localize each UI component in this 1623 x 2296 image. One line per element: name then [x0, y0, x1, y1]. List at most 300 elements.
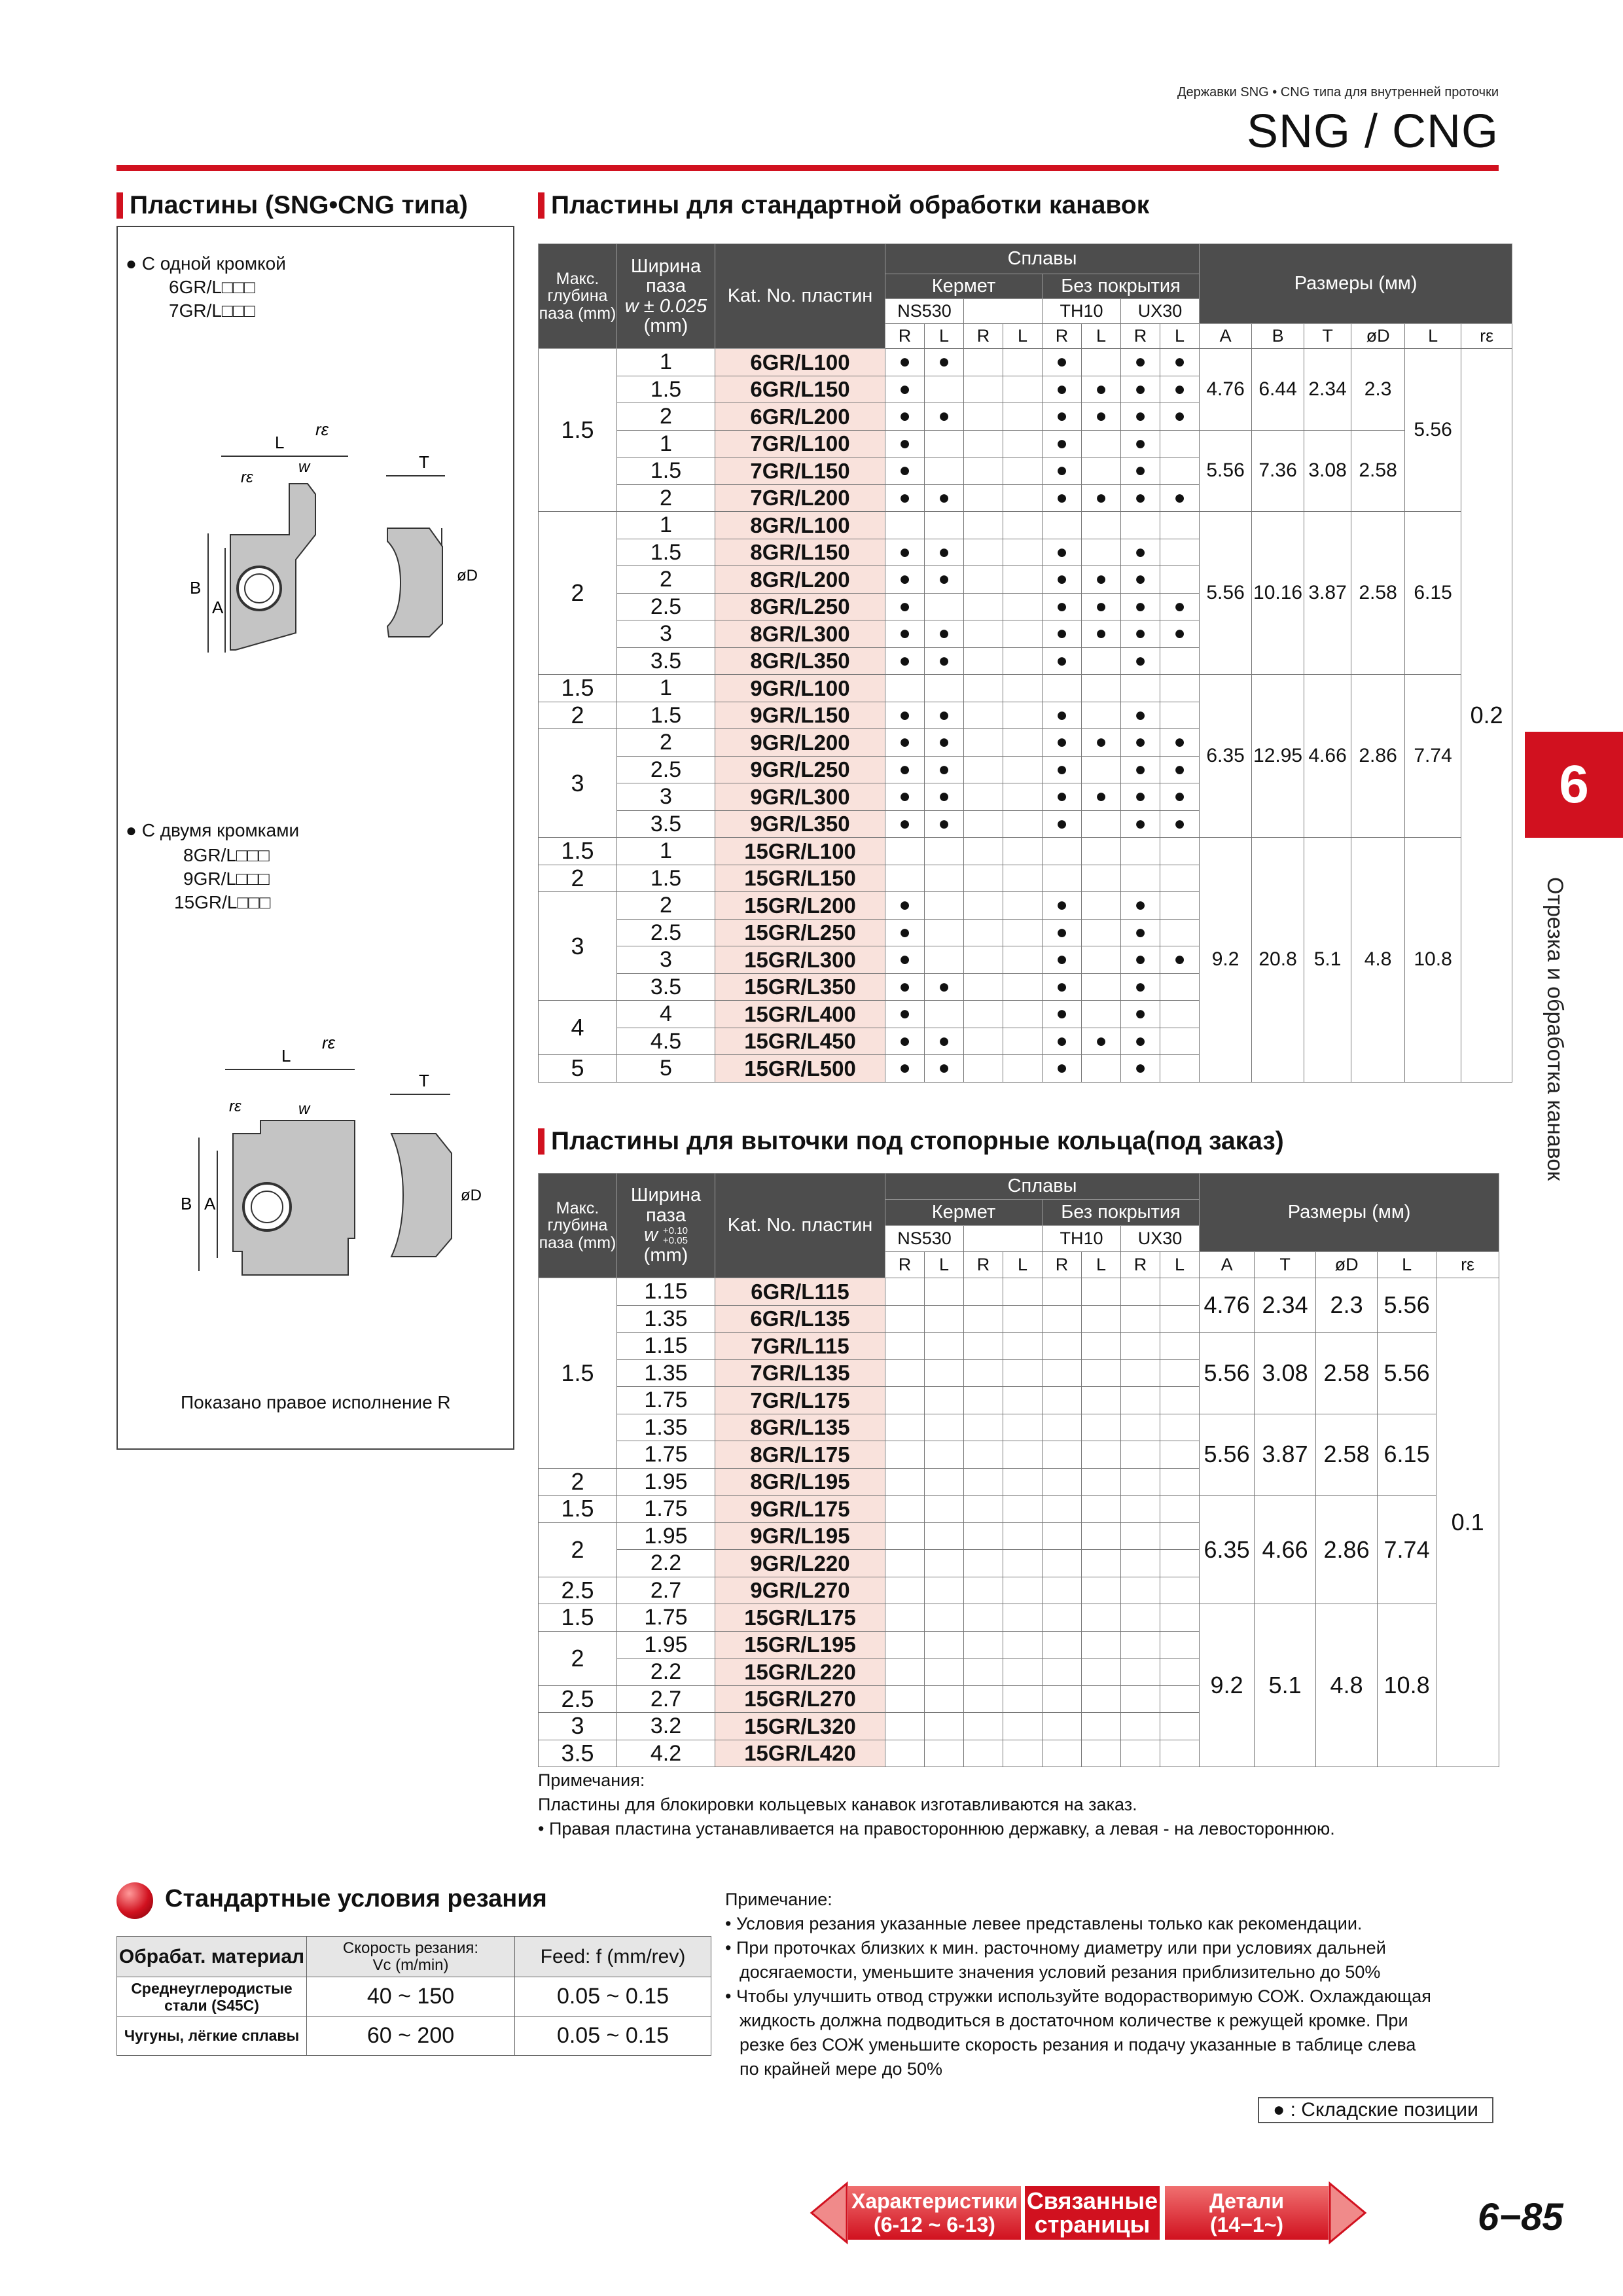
stock-dot [1082, 430, 1121, 457]
t2-note-2: • Правая пластина устанавливается на правостороннюю державку, а левая - на левостороннюю. [538, 1819, 1335, 1839]
width-cell: 3 [617, 946, 715, 974]
stock-dot [1160, 1333, 1200, 1360]
stock-dot [1043, 1305, 1082, 1333]
table-row [539, 1496, 1499, 1523]
stock-dot [1121, 675, 1160, 702]
stock-dot [1160, 892, 1200, 920]
table-row [539, 838, 1512, 865]
stock-dot: ● [1121, 430, 1160, 457]
stock-dot [964, 1333, 1003, 1360]
t2-h-tol-dn: +0.05 [663, 1235, 688, 1247]
stock-dot [925, 1550, 964, 1577]
stock-dot [1121, 865, 1160, 892]
stock-dot: ● [1082, 566, 1121, 594]
dim-L: 7.74 [1378, 1496, 1436, 1604]
table-row [539, 349, 1512, 376]
stock-dot [1082, 1305, 1121, 1333]
header-title: SNG / CNG [1246, 105, 1499, 158]
stock-dot [1003, 1631, 1043, 1659]
stock-dot: ● [1043, 349, 1082, 376]
width-cell: 2.2 [617, 1659, 715, 1686]
t2-h-r2: R [964, 1252, 1003, 1278]
stock-dot [1160, 1496, 1200, 1523]
stock-dot: ● [925, 756, 964, 783]
stock-dot: ● [1121, 783, 1160, 811]
stock-dot [885, 1441, 925, 1469]
stock-dot [1082, 1001, 1121, 1028]
stock-dot [925, 1387, 964, 1414]
stock-dot: ● [885, 593, 925, 620]
stock-dot [925, 1333, 964, 1360]
cond-r0-m1: Среднеуглеродистые [131, 1979, 293, 1997]
stock-dot [925, 1414, 964, 1441]
stock-dot: ● [885, 810, 925, 838]
stock-dot [1160, 647, 1200, 675]
stock-dot [1121, 1468, 1160, 1496]
stock-dot: ● [885, 349, 925, 376]
t1-h-ux30: UX30 [1121, 299, 1200, 324]
stock-dot [885, 1496, 925, 1523]
dim-A: 4.76 [1200, 349, 1252, 431]
width-cell: 1 [617, 512, 715, 539]
stock-dot [1003, 1359, 1043, 1387]
dim-L: 10.8 [1378, 1604, 1436, 1767]
catalog-number: 9GR/L350 [715, 810, 885, 838]
circlip-groove-table [538, 1173, 1499, 1767]
catalog-number: 8GR/L150 [715, 539, 885, 566]
stock-dot [1043, 1496, 1082, 1523]
related-pages-button[interactable] [1025, 2186, 1160, 2240]
stock-dot: ● [925, 620, 964, 648]
nav-b2-line2: страницы [1034, 2211, 1150, 2238]
chapter-tab[interactable]: 6 [1525, 732, 1623, 838]
stock-dot [1082, 1713, 1121, 1740]
stock-dot [964, 1631, 1003, 1659]
depth-cell: 1.5 [539, 349, 617, 512]
stock-dot [1003, 1468, 1043, 1496]
stock-dot [964, 838, 1003, 865]
stock-dot [1082, 756, 1121, 783]
stock-dot [964, 1055, 1003, 1083]
stock-dot: ● [885, 403, 925, 431]
stock-dot [1003, 593, 1043, 620]
dim-A: 9.2 [1200, 838, 1252, 1083]
label2-T: T [419, 1071, 429, 1090]
stock-dot [1082, 1055, 1121, 1083]
width-cell: 1.15 [617, 1278, 715, 1306]
width-cell: 1.5 [617, 539, 715, 566]
stock-dot [1043, 1740, 1082, 1767]
stock-dot: ● [925, 647, 964, 675]
t1-h-r3: R [1043, 324, 1082, 349]
catalog-number: 8GR/L200 [715, 566, 885, 594]
stock-dot: ● [1043, 946, 1082, 974]
red-ball-icon [116, 1882, 153, 1919]
width-cell: 3 [617, 783, 715, 811]
stock-dot [1121, 1414, 1160, 1441]
stock-dot [1003, 1685, 1043, 1713]
stock-dot [1003, 403, 1043, 431]
double-code-1: 8GR/L□□□ [183, 845, 270, 865]
stock-dot: ● [1121, 620, 1160, 648]
stock-dot [1160, 1001, 1200, 1028]
catalog-number: 15GR/L420 [715, 1740, 885, 1767]
cond-h-speed [307, 1937, 515, 1977]
stock-dot [1082, 1359, 1121, 1387]
dim-A: 6.35 [1200, 675, 1252, 838]
depth-cell: 1.5 [539, 1496, 617, 1523]
stock-dot: ● [885, 620, 925, 648]
next-arrow-icon[interactable] [1329, 2181, 1368, 2245]
stock-dot [1082, 675, 1121, 702]
stock-dot [885, 1631, 925, 1659]
catalog-number: 6GR/L200 [715, 403, 885, 431]
stock-dot: ● [925, 539, 964, 566]
dim-D: 2.86 [1316, 1496, 1378, 1604]
stock-dot [1003, 1550, 1043, 1577]
stock-dot [1160, 1685, 1200, 1713]
stock-dot: ● [1043, 484, 1082, 512]
t1-h-B: B [1252, 324, 1304, 349]
depth-cell: 4 [539, 1001, 617, 1055]
stock-dot [1082, 892, 1121, 920]
t1-h-l1: L [925, 324, 964, 349]
catalog-number: 15GR/L200 [715, 892, 885, 920]
stock-dot [1003, 1278, 1043, 1306]
width-cell: 3.2 [617, 1713, 715, 1740]
stock-dot [1003, 539, 1043, 566]
stock-dot [1043, 675, 1082, 702]
stock-dot [885, 1278, 925, 1306]
stock-dot [885, 1550, 925, 1577]
dim-T: 5.1 [1304, 838, 1351, 1083]
catalog-number: 8GR/L350 [715, 647, 885, 675]
stock-dot [1082, 539, 1121, 566]
stock-dot [1082, 647, 1121, 675]
stock-dot [1003, 1496, 1043, 1523]
stock-dot [964, 1604, 1003, 1632]
stock-dot [1160, 865, 1200, 892]
left-section-title [116, 191, 468, 220]
t1-h-dims: Размеры (мм) [1200, 244, 1512, 324]
t2-h-l3: L [1082, 1252, 1121, 1278]
stock-dot [1003, 1740, 1043, 1767]
stock-dot [1003, 512, 1043, 539]
stock-dot [925, 430, 964, 457]
stock-dot: ● [1160, 620, 1200, 648]
stock-dot [1121, 1631, 1160, 1659]
table-row [539, 1604, 1499, 1632]
stock-dot: ● [1121, 593, 1160, 620]
width-cell: 3.5 [617, 647, 715, 675]
stock-dot [964, 919, 1003, 946]
stock-dot [964, 810, 1003, 838]
width-cell: 2 [617, 403, 715, 431]
t2-h-width [617, 1174, 715, 1278]
stock-dot [964, 1522, 1003, 1550]
stock-dot [1003, 376, 1043, 403]
stock-dot [925, 1577, 964, 1604]
width-cell: 1.95 [617, 1468, 715, 1496]
width-cell: 1 [617, 675, 715, 702]
stock-dot [1003, 729, 1043, 757]
t2-notes [538, 1768, 1335, 1841]
stock-dot: ● [885, 919, 925, 946]
t1-h-D: øD [1351, 324, 1405, 349]
dim-L: 5.56 [1405, 349, 1461, 512]
dim-B: 12.95 [1252, 675, 1304, 838]
catalog-number: 15GR/L100 [715, 838, 885, 865]
stock-dot [1043, 865, 1082, 892]
catalog-number: 15GR/L150 [715, 865, 885, 892]
dim-D: 2.58 [1351, 430, 1405, 512]
stock-dot [925, 1441, 964, 1469]
stock-dot: ● [1121, 973, 1160, 1001]
depth-cell: 1.5 [539, 675, 617, 702]
cond-note-5: жидкость должна подводиться в достаточном количестве к режущей кромке. При [740, 2011, 1408, 2030]
dim-D: 2.58 [1316, 1414, 1378, 1496]
stock-dot [1160, 457, 1200, 485]
t2-h-tol-up: +0.10 [663, 1225, 688, 1237]
stock-dot [1160, 1631, 1200, 1659]
stock-dot: ● [1121, 729, 1160, 757]
stock-dot: ● [885, 566, 925, 594]
stock-dot [885, 1333, 925, 1360]
catalog-number: 6GR/L150 [715, 376, 885, 403]
stock-dot [925, 1278, 964, 1306]
depth-cell: 5 [539, 1055, 617, 1083]
stock-dot [925, 865, 964, 892]
stock-dot [1121, 838, 1160, 865]
stock-dot: ● [885, 376, 925, 403]
stock-dot [1082, 1441, 1121, 1469]
stock-dot [1043, 1414, 1082, 1441]
stock-dot [1043, 1359, 1082, 1387]
label-D: øD [457, 567, 478, 584]
width-cell: 2 [617, 484, 715, 512]
stock-dot [1082, 1631, 1121, 1659]
stock-dot [1043, 512, 1082, 539]
stock-dot [964, 620, 1003, 648]
stock-dot: ● [1082, 620, 1121, 648]
dim-re: 0.2 [1461, 349, 1512, 1083]
stock-dot [925, 1468, 964, 1496]
stock-dot [1160, 566, 1200, 594]
stock-dot: ● [925, 729, 964, 757]
width-cell: 1.95 [617, 1522, 715, 1550]
stock-dot [1082, 865, 1121, 892]
characteristics-button[interactable] [848, 2186, 1021, 2240]
stock-dot [1121, 1659, 1160, 1686]
stock-dot [1043, 1278, 1082, 1306]
insert-top-view-shape [230, 484, 315, 650]
stock-dot [964, 1550, 1003, 1577]
stock-dot [925, 1685, 964, 1713]
width-cell: 1 [617, 838, 715, 865]
depth-cell: 1.5 [539, 1278, 617, 1469]
table-row [539, 1278, 1499, 1306]
stock-dot [964, 376, 1003, 403]
cond-r0-material [117, 1977, 307, 2017]
stock-dot [1082, 1414, 1121, 1441]
depth-cell: 1.5 [539, 838, 617, 865]
stock-dot [1082, 1577, 1121, 1604]
stock-dot: ● [1043, 892, 1082, 920]
stock-dot [1160, 1713, 1200, 1740]
stock-dot [1160, 1387, 1200, 1414]
stock-dot: ● [1043, 1055, 1082, 1083]
t2-h-th10: TH10 [1043, 1226, 1121, 1252]
dim-B: 7.36 [1252, 430, 1304, 512]
stock-dot: ● [925, 566, 964, 594]
stock-dot [1003, 1055, 1043, 1083]
double-edge-label: ● С двумя кромками [126, 820, 300, 840]
stock-dot: ● [1121, 1028, 1160, 1055]
stock-dot [964, 403, 1003, 431]
stock-dot [1160, 1468, 1200, 1496]
stock-dot [1003, 1577, 1043, 1604]
t2-h-ns530: NS530 [885, 1226, 964, 1252]
stock-dot [1043, 1387, 1082, 1414]
stock-dot [964, 783, 1003, 811]
stock-legend: ● : Складские позиции [1258, 2097, 1493, 2123]
width-cell: 1.95 [617, 1631, 715, 1659]
stock-dot [925, 919, 964, 946]
stock-dot [964, 1359, 1003, 1387]
stock-dot [964, 892, 1003, 920]
label2-A: A [204, 1194, 216, 1213]
cond-notes [725, 1888, 1504, 2081]
t2-h-catno: Kat. No. пластин [715, 1174, 885, 1278]
cond-h-feed: Feed: f (mm/rev) [515, 1937, 711, 1977]
stock-dot [964, 1659, 1003, 1686]
stock-dot [925, 1001, 964, 1028]
stock-dot [925, 892, 964, 920]
stock-dot: ● [1160, 810, 1200, 838]
nav-b1-line1: Характеристики [851, 2189, 1018, 2213]
catalog-number: 15GR/L220 [715, 1659, 885, 1686]
dim-A: 9.2 [1200, 1604, 1255, 1767]
t2-h-l4: L [1160, 1252, 1200, 1278]
stock-dot: ● [925, 973, 964, 1001]
catalog-number: 8GR/L195 [715, 1468, 885, 1496]
depth-cell: 2 [539, 1631, 617, 1685]
stock-dot [1043, 838, 1082, 865]
stock-dot [1121, 1577, 1160, 1604]
stock-dot [1121, 1305, 1160, 1333]
stock-dot [1082, 1387, 1121, 1414]
dim-B: 6.44 [1252, 349, 1304, 431]
t2-h-L: L [1378, 1252, 1436, 1278]
stock-dot [885, 865, 925, 892]
details-button[interactable] [1165, 2186, 1329, 2240]
stock-dot [1043, 1713, 1082, 1740]
dim-D: 2.58 [1316, 1333, 1378, 1414]
stock-dot: ● [925, 484, 964, 512]
stock-dot: ● [1121, 702, 1160, 729]
cond-note-0: Примечание: [725, 1890, 832, 1909]
t1-h-cermet: Кермет [885, 274, 1043, 299]
stock-dot [1121, 1713, 1160, 1740]
stock-dot [964, 1685, 1003, 1713]
catalog-number: 7GR/L200 [715, 484, 885, 512]
stock-dot [1160, 1522, 1200, 1550]
stock-dot [1082, 457, 1121, 485]
stock-dot [1082, 1278, 1121, 1306]
t2-h-re: rε [1436, 1252, 1499, 1278]
stock-dot [964, 1305, 1003, 1333]
stock-dot [1003, 1028, 1043, 1055]
stock-dot [1003, 1659, 1043, 1686]
stock-dot: ● [885, 946, 925, 974]
t2-h-width-sym: w [644, 1225, 658, 1246]
stock-dot: ● [1043, 756, 1082, 783]
prev-arrow-icon[interactable] [809, 2181, 848, 2245]
stock-dot [1043, 1604, 1082, 1632]
stock-dot: ● [1043, 539, 1082, 566]
width-cell: 2.7 [617, 1685, 715, 1713]
stock-dot [925, 457, 964, 485]
stock-dot [964, 1577, 1003, 1604]
stock-dot [925, 376, 964, 403]
stock-dot [964, 702, 1003, 729]
table-row [539, 430, 1512, 457]
width-cell: 1.35 [617, 1414, 715, 1441]
t2-section-title [538, 1127, 1284, 1156]
stock-dot [885, 1414, 925, 1441]
stock-dot [885, 1685, 925, 1713]
stock-dot: ● [885, 729, 925, 757]
single-code-1: 6GR/L□□□ [169, 277, 255, 297]
stock-dot: ● [1121, 647, 1160, 675]
stock-dot: ● [885, 430, 925, 457]
catalog-number: 8GR/L100 [715, 512, 885, 539]
label2-w: w [298, 1100, 310, 1118]
stock-dot [1082, 1685, 1121, 1713]
stock-dot [1003, 675, 1043, 702]
cond-r1-material: Чугуны, лёгкие сплавы [117, 2017, 307, 2056]
width-cell: 3.5 [617, 973, 715, 1001]
dim-D: 4.8 [1351, 838, 1405, 1083]
catalog-number: 15GR/L195 [715, 1631, 885, 1659]
cond-note-1: • Условия резания указанные левее представлены только как рекомендации. [725, 1914, 1363, 1933]
stock-dot: ● [885, 973, 925, 1001]
t2-h-r4: R [1121, 1252, 1160, 1278]
t2-h-r1: R [885, 1252, 925, 1278]
catalog-number: 15GR/L400 [715, 1001, 885, 1028]
insert2-side-view-shape [391, 1134, 452, 1257]
catalog-number: 7GR/L175 [715, 1387, 885, 1414]
stock-dot [1160, 838, 1200, 865]
width-cell: 1.35 [617, 1359, 715, 1387]
cond-h-speed-1: Скорость резания: [342, 1939, 479, 1957]
dim-T: 4.66 [1255, 1496, 1316, 1604]
stock-dot [885, 1713, 925, 1740]
table-row [539, 675, 1512, 702]
stock-dot [964, 539, 1003, 566]
catalog-number: 6GR/L115 [715, 1278, 885, 1306]
width-cell: 4.5 [617, 1028, 715, 1055]
t1-h-th10: TH10 [1043, 299, 1121, 324]
label-B: B [190, 578, 202, 598]
stock-dot [885, 1305, 925, 1333]
stock-dot [1160, 430, 1200, 457]
t1-h-ns530: NS530 [885, 299, 964, 324]
stock-dot [885, 838, 925, 865]
stock-dot [885, 1359, 925, 1387]
stock-dot [1003, 1604, 1043, 1632]
stock-dot [964, 729, 1003, 757]
